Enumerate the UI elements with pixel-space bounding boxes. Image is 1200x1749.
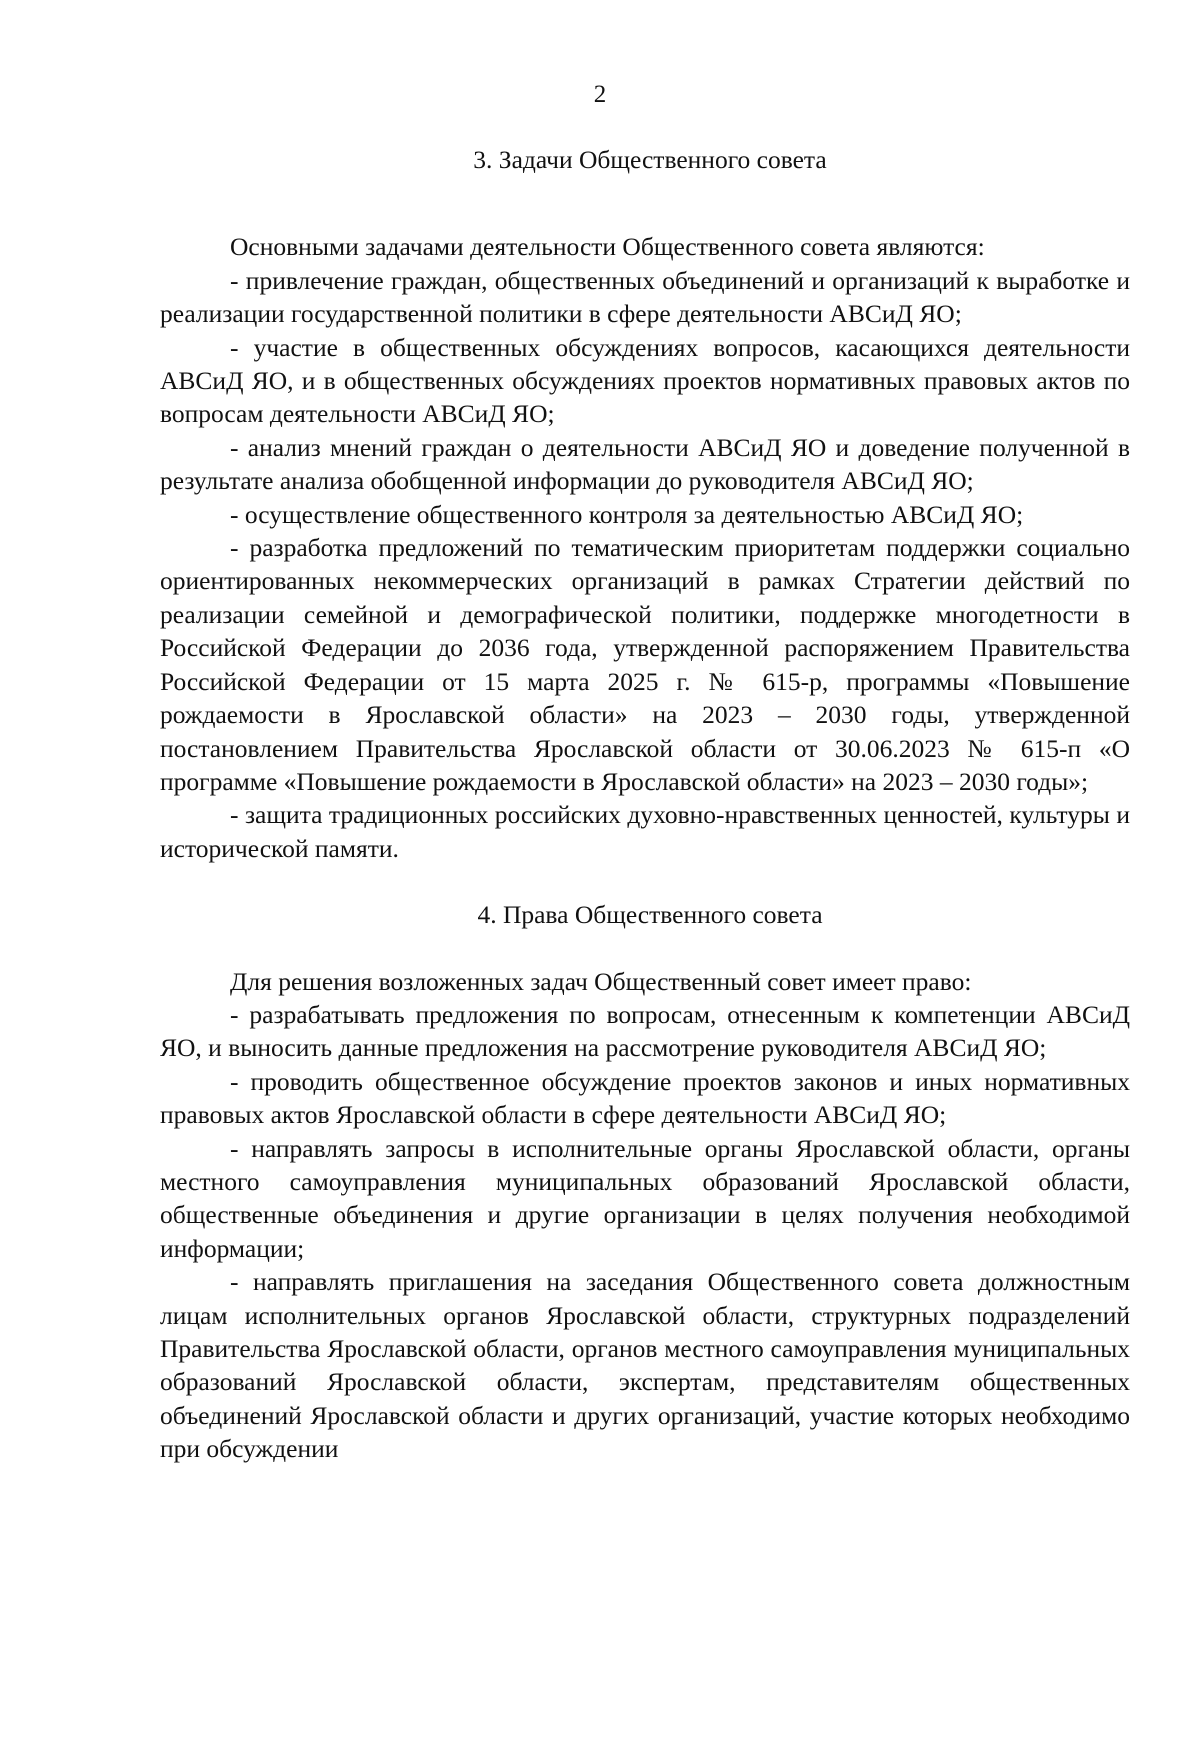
section-3-item-3: - анализ мнений граждан о деятельности АВСиД ЯО и доведение полученной в результате анализа обобщенной информации до руководителя АВСиД ЯО; <box>160 432 1130 496</box>
section-4-item-4: - направлять приглашения на заседания Общественного совета должностным лицам исполнительных органов Ярославской области, структурных подразделений Правительства Ярославской области, органов местного самоуправления муниципальных образований Ярославской области, экспертам, представителям общественных объединений Ярославской области и других организаций, участие которых необходимо при обсуждении <box>160 1267 1130 1464</box>
section-3-intro: Основными задачами деятельности Общественного совета являются: <box>230 232 985 262</box>
section-4-item-2: - проводить общественное обсуждение проектов законов и иных нормативных правовых актов Ярославской области в сфере деятельности АВСиД ЯО; <box>160 1066 1130 1130</box>
section-3-item-4: - осуществление общественного контроля за деятельностью АВСиД ЯО; <box>230 499 1024 529</box>
section-3-item-1: - привлечение граждан, общественных объединений и организаций к выработке и реализации государственной политики в сфере деятельности АВСиД ЯО; <box>160 265 1130 329</box>
section-4-item-3: - направлять запросы в исполнительные органы Ярославской области, органы местного самоуправления муниципальных образований Ярославской области, общественные объединения и другие организации в целях получения необходимой информации; <box>160 1133 1130 1263</box>
section-4-item-1: - разрабатывать предложения по вопросам, отнесенным к компетенции АВСиД ЯО, и выносить данные предложения на рассмотрение руководителя АВСиД ЯО; <box>160 999 1130 1063</box>
section-3-item-2: - участие в общественных обсуждениях вопросов, касающихся деятельности АВСиД ЯО, и в общественных обсуждениях проектов нормативных правовых актов по вопросам деятельности АВСиД ЯО; <box>160 332 1130 429</box>
section-3-item-5: - разработка предложений по тематическим приоритетам поддержки социально ориентированных некоммерческих организаций в рамках Стратегии действий по реализации семейной и демографической политики, поддержке многодетности в Российской Федерации до 2036 года, утвержденной распоряжением Правительства Российской Федерации от 15 марта 2025 г. № 615-р, программы «Повышение рождаемости в Ярославской области» на 2023 – 2030 годы, утвержденной постановлением Правительства Ярославской области от 30.06.2023 № 615-п «О программе «Повышение рождаемости в Ярославской области» на 2023 – 2030 годы»; <box>160 533 1130 796</box>
page-number: 2 <box>593 81 607 108</box>
spacer <box>160 865 1130 898</box>
section-4-heading: 4. Права Общественного совета <box>477 900 823 930</box>
spacer <box>160 197 1130 230</box>
spacer <box>160 932 1130 965</box>
section-3-heading: 3. Задачи Общественного совета <box>473 145 827 174</box>
section-4-intro: Для решения возложенных задач Общественный совет имеет право: <box>230 966 972 996</box>
document-body <box>160 143 1130 1466</box>
section-3-item-6: - защита традиционных российских духовно-нравственных ценностей, культуры и исторической памяти. <box>160 800 1130 863</box>
